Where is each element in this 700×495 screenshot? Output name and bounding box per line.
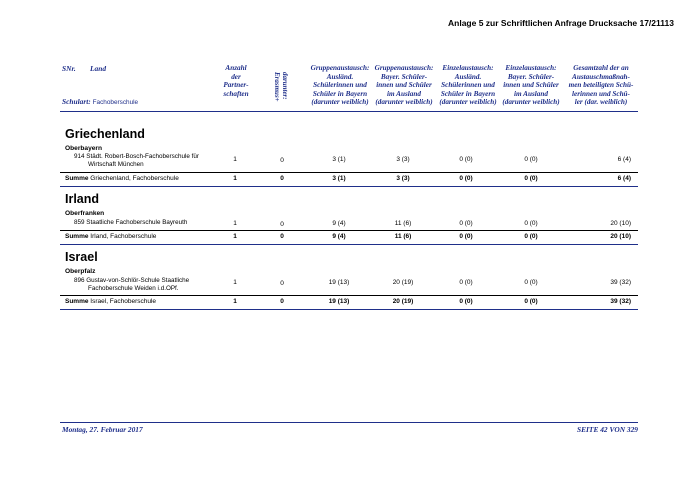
summary-prefix: Summe — [65, 233, 89, 240]
summary-prefix: Summe — [65, 175, 89, 182]
header-line: men beteiligten Schü- — [568, 81, 634, 90]
school-line: Wirtschaft München — [88, 160, 144, 168]
country-heading: Israel — [65, 250, 98, 264]
cell-partner: 1 — [233, 220, 237, 227]
header-line: Gruppenaustausch: — [374, 64, 434, 72]
header-line: Austauschmaßnah- — [572, 72, 630, 81]
header-line: Einzelaustausch: — [442, 64, 494, 72]
cell-erasmus: 0 — [280, 280, 284, 287]
header-line: lerinnen und Schü- — [572, 89, 630, 98]
sum-single-in: 0 (0) — [459, 233, 473, 240]
header-line: Schülerinnen und — [313, 81, 367, 90]
school-name — [74, 153, 199, 168]
summary-prefix: Summe — [65, 298, 89, 305]
sum-single-out: 0 (0) — [524, 298, 538, 305]
cell-total: 20 (10) — [610, 220, 631, 227]
footer-page-number: SEITE 42 VON 329 — [577, 425, 638, 434]
header-line: Gruppenaustausch: — [310, 64, 370, 72]
cell-single-in: 0 (0) — [459, 220, 473, 227]
cell-total: 39 (32) — [610, 279, 631, 286]
sum-single-in: 0 (0) — [459, 175, 473, 182]
sum-group-in: 9 (4) — [332, 233, 346, 240]
summary-text: Israel, Fachoberschule — [90, 298, 157, 305]
cell-single-out: 0 (0) — [524, 279, 538, 286]
sum-total: 39 (32) — [610, 298, 631, 305]
sum-single-out: 0 (0) — [524, 233, 538, 240]
header-line: Anzahl — [225, 64, 247, 72]
header-line: Gesamtzahl der an — [573, 64, 629, 72]
header-line: im Ausland — [387, 89, 421, 98]
sum-erasmus: 0 — [280, 175, 284, 182]
sum-total: 20 (10) — [610, 233, 631, 240]
sum-partner: 1 — [233, 298, 237, 305]
header-land: Land — [90, 64, 107, 73]
sum-group-out: 3 (3) — [396, 175, 410, 182]
sum-partner: 1 — [233, 233, 237, 240]
row-divider — [60, 230, 638, 231]
cell-group-out: 3 (3) — [396, 156, 410, 163]
header-line: Erasmus+ — [273, 72, 281, 102]
header-schulart-value: Fachoberschule — [92, 99, 139, 106]
header-group-in-col — [306, 64, 374, 107]
country-heading: Griechenland — [65, 127, 145, 141]
cell-partner: 1 — [233, 156, 237, 163]
summary-label — [65, 175, 179, 182]
header-line: Schüler in Bayern — [440, 89, 496, 98]
sum-erasmus: 0 — [280, 233, 284, 240]
header-line: Partner- — [223, 81, 249, 90]
header-line: Bayer. Schüler- — [380, 72, 428, 81]
summary-text: Griechenland, Fachoberschule — [90, 175, 179, 182]
header-line: darunter: — [281, 72, 289, 100]
section-divider — [60, 309, 638, 310]
cell-erasmus: 0 — [280, 157, 284, 164]
header-line: im Ausland — [514, 89, 548, 98]
sum-single-in: 0 (0) — [459, 298, 473, 305]
sum-partner: 1 — [233, 175, 237, 182]
sum-erasmus: 0 — [280, 298, 284, 305]
header-schulart — [62, 97, 138, 106]
cell-partner: 1 — [233, 279, 237, 286]
sum-total: 6 (4) — [617, 175, 631, 182]
header-line: der — [231, 72, 241, 81]
cell-group-in: 9 (4) — [332, 220, 346, 227]
footer-date: Montag, 27. Februar 2017 — [62, 425, 143, 434]
cell-group-in: 3 (1) — [332, 156, 346, 163]
header-snr: SNr. — [62, 64, 76, 73]
header-line: schaften — [223, 89, 249, 98]
header-partner-col — [213, 64, 259, 98]
sum-group-out: 20 (19) — [392, 298, 414, 305]
cell-single-out: 0 (0) — [524, 156, 538, 163]
region-label: Oberpfalz — [65, 268, 96, 275]
header-single-in-col — [436, 64, 500, 107]
header-line: (darunter weiblich) — [311, 98, 369, 107]
summary-text: Irland, Fachoberschule — [90, 233, 157, 240]
header-line: (darunter weiblich) — [502, 98, 560, 107]
header-line: Schüler in Bayern — [312, 89, 368, 98]
cell-single-in: 0 (0) — [459, 279, 473, 286]
row-divider — [60, 172, 638, 173]
cell-group-out: 20 (19) — [392, 279, 414, 286]
footer-divider — [60, 422, 638, 423]
sum-group-out: 11 (6) — [394, 233, 412, 240]
region-label: Oberbayern — [65, 145, 103, 152]
header-line: Bayer. Schüler- — [507, 72, 555, 81]
summary-label — [65, 233, 156, 240]
section-divider — [60, 186, 638, 187]
header-line: (darunter weiblich) — [439, 98, 497, 107]
school-name — [74, 219, 187, 227]
cell-erasmus: 0 — [280, 221, 284, 228]
sum-single-out: 0 (0) — [524, 175, 538, 182]
header-total-col — [563, 64, 639, 107]
header-single-out-col — [499, 64, 563, 107]
school-line: 914 Städt. Robert-Bosch-Fachoberschule für — [74, 153, 199, 160]
school-line: 896 Gustav-von-Schlör-Schule Staatliche — [74, 277, 190, 284]
region-label: Oberfranken — [65, 210, 105, 217]
header-line: (darunter weiblich) — [375, 98, 433, 107]
header-line: Ausländ. — [326, 72, 354, 81]
document-reference: Anlage 5 zur Schriftlichen Anfrage Drucksache 17/21113 — [448, 18, 674, 28]
header-line: Einzelaustausch: — [505, 64, 557, 72]
sum-group-in: 19 (13) — [328, 298, 350, 305]
cell-single-in: 0 (0) — [459, 156, 473, 163]
row-divider — [60, 295, 638, 296]
sum-group-in: 3 (1) — [332, 175, 346, 182]
school-line: Fachoberschule Weiden i.d.OPf. — [88, 284, 179, 292]
header-line: Ausländ. — [454, 72, 482, 81]
header-line: ler (dar. weiblich) — [574, 98, 628, 107]
cell-group-in: 19 (13) — [328, 279, 350, 286]
header-line: Schülerinnen und — [441, 81, 495, 90]
country-heading: Irland — [65, 192, 100, 206]
header-schulart-label: Schulart: — [62, 97, 91, 106]
header-erasmus-col — [273, 72, 289, 102]
header-divider — [60, 111, 638, 112]
school-line: 859 Staatliche Fachoberschule Bayreuth — [74, 219, 188, 226]
summary-label — [65, 298, 156, 305]
school-name — [74, 277, 189, 292]
cell-group-out: 11 (6) — [394, 220, 412, 227]
section-divider — [60, 244, 638, 245]
cell-total: 6 (4) — [617, 156, 631, 163]
header-group-out-col — [371, 64, 437, 107]
header-line: innen und Schüler — [376, 81, 432, 90]
cell-single-out: 0 (0) — [524, 220, 538, 227]
header-line: innen und Schüler — [503, 81, 559, 90]
